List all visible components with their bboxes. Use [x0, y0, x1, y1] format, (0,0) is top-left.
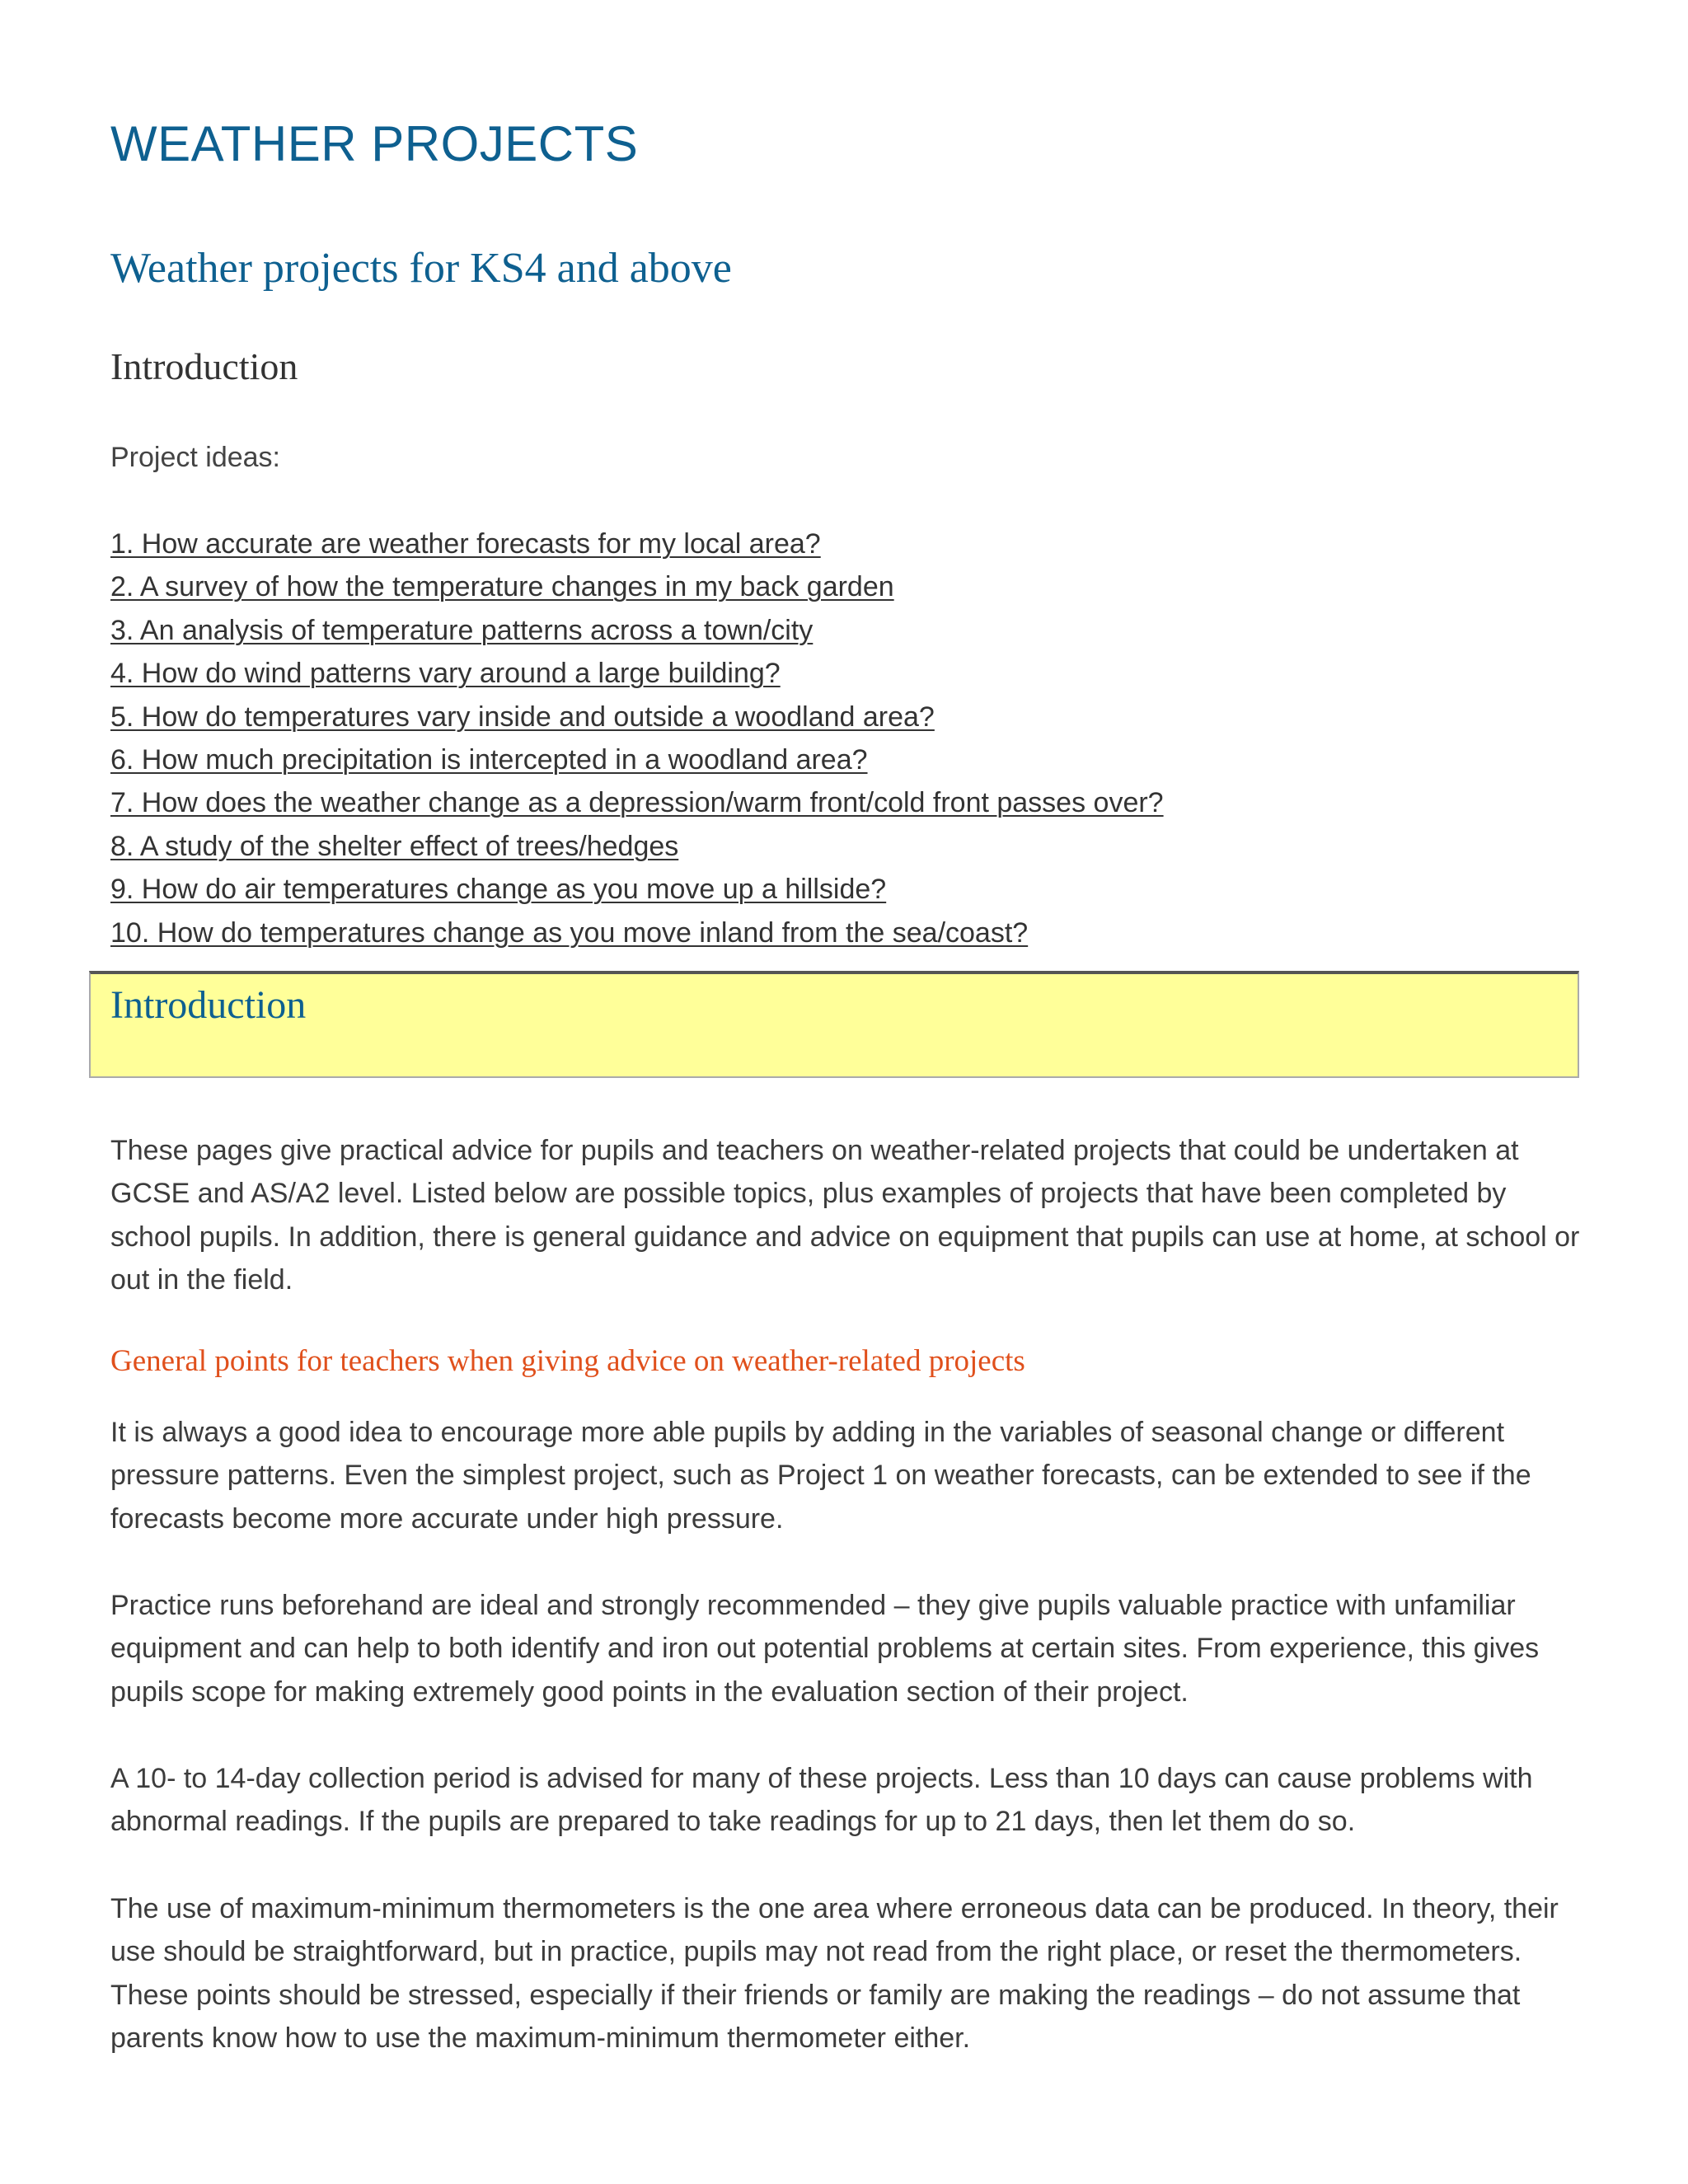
- list-item: [110, 825, 1164, 868]
- list-item: [110, 565, 1164, 608]
- page-subtitle: Weather projects for KS4 and above: [110, 245, 732, 292]
- project-idea-link-4[interactable]: 4. How do wind patterns vary around a large building?: [110, 658, 781, 690]
- project-idea-link-1[interactable]: 1. How accurate are weather forecasts for my local area?: [110, 528, 821, 560]
- project-idea-link-2[interactable]: 2. A survey of how the temperature changes in my back garden: [110, 571, 894, 603]
- banner-title: Introduction: [110, 983, 307, 1027]
- introduction-banner: [89, 971, 1579, 1078]
- list-item: [110, 652, 1164, 695]
- project-idea-link-9[interactable]: 9. How do air temperatures change as you move up a hillside?: [110, 874, 887, 906]
- general-points-heading: General points for teachers when giving advice on weather-related projects: [110, 1344, 1025, 1378]
- list-item: [110, 609, 1164, 652]
- list-item: [110, 738, 1164, 781]
- project-idea-link-7[interactable]: 7. How does the weather change as a depression/warm front/cold front passes over?: [110, 787, 1164, 819]
- list-item: [110, 523, 1164, 565]
- body-paragraph-3: A 10- to 14-day collection period is advised for many of these projects. Less than 10 days can cause problems with abnormal readings. If the pupils are prepared to take readings for up to 21 days, then let them do so.: [110, 1763, 1533, 1838]
- introduction-heading: Introduction: [110, 345, 298, 387]
- list-item: [110, 912, 1164, 954]
- intro-paragraph: These pages give practical advice for pupils and teachers on weather-related projects that could be undertaken at GCSE and AS/A2 level. Listed below are possible topics, plus examples of projects that have been completed by school pupils. In addition, there is general guidance and advice on equipment that pupils can use at home, at school or out in the field.: [110, 1135, 1580, 1296]
- body-paragraph-2: Practice runs beforehand are ideal and strongly recommended – they give pupils valuable practice with unfamiliar equipment and can help to both identify and iron out potential problems at certain sites. From experience, this gives pupils scope for making extremely good points in the evaluation section of their project.: [110, 1590, 1540, 1708]
- list-item: [110, 868, 1164, 911]
- project-ideas-label: Project ideas:: [110, 442, 280, 473]
- body-paragraph-4: The use of maximum-minimum thermometers is the one area where erroneous data can be produced. In theory, their use should be straightforward, but in practice, pupils may not read from the right place, or reset the thermometers. These points should be stressed, especially if their friends or family are making the readings – do not assume that parents know how to use the maximum-minimum thermometer either.: [110, 1893, 1559, 2055]
- list-item: [110, 781, 1164, 824]
- project-idea-link-10[interactable]: 10. How do temperatures change as you move inland from the sea/coast?: [110, 916, 1029, 949]
- project-idea-link-8[interactable]: 8. A study of the shelter effect of trees/hedges: [110, 830, 679, 862]
- body-paragraph-1: It is always a good idea to encourage more able pupils by adding in the variables of seasonal change or different pressure patterns. Even the simplest project, such as Project 1 on weather forecasts, can be extended to see if the forecasts become more accurate under high pressure.: [110, 1417, 1531, 1535]
- project-idea-link-5[interactable]: 5. How do temperatures vary inside and outside a woodland area?: [110, 701, 935, 733]
- project-idea-link-3[interactable]: 3. An analysis of temperature patterns across a town/city: [110, 614, 814, 646]
- list-item: [110, 696, 1164, 738]
- project-idea-link-6[interactable]: 6. How much precipitation is intercepted in a woodland area?: [110, 743, 868, 776]
- project-ideas-list: [110, 523, 1164, 954]
- page-title: WEATHER PROJECTS: [110, 116, 639, 171]
